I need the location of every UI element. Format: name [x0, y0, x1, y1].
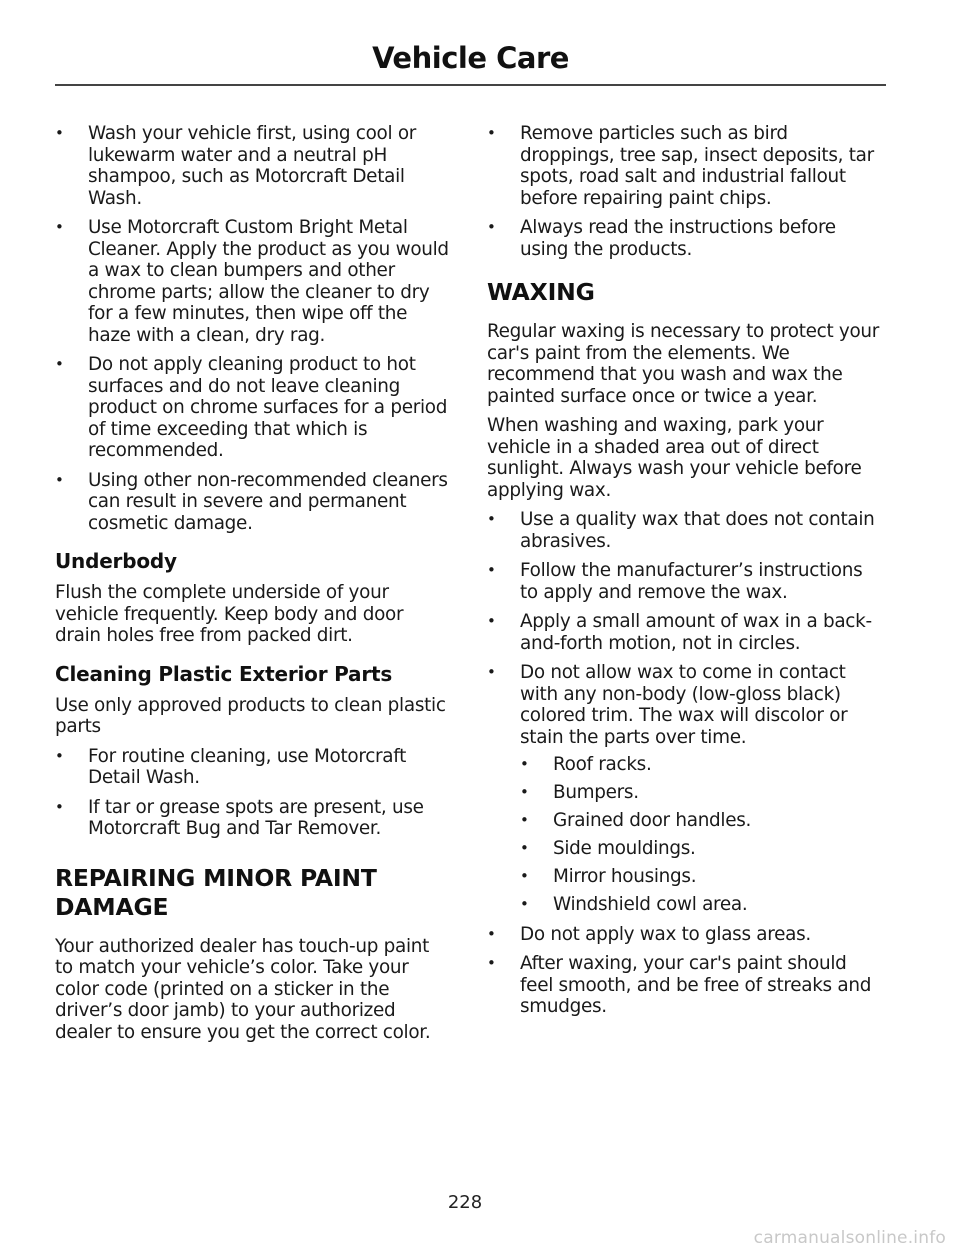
page-number: 228 [447, 1192, 483, 1213]
trim-parts-sublist [520, 754, 882, 916]
list-item: • Using other non-recommended cleaners can result in severe and permanent cosmetic damage. [55, 470, 450, 535]
waxing-para-1: Regular waxing is necessary to protect your car's paint from the elements. We recommend that you wash and wax the painted surface once or twice a year. [487, 321, 880, 407]
page-header [55, 30, 886, 86]
list-item: • Follow the manufacturer’s instructions to apply and remove the wax. [487, 560, 882, 603]
list-item: • After waxing, your car's paint should feel smooth, and be free of streaks and smudges. [487, 953, 882, 1018]
underbody-text: Flush the complete underside of your vehicle frequently. Keep body and door drain holes free from packed dirt. [55, 582, 404, 646]
list-item: • If tar or grease spots are present, use Motorcraft Bug and Tar Remover. [55, 797, 450, 840]
header-divider [55, 84, 886, 86]
repair-paint-heading [55, 864, 450, 922]
sub-list-item: • Mirror housings. [520, 866, 882, 888]
list-item-text: Do not allow wax to come in contact with any non-body (low-gloss black) colored trim. The wax will discolor or stain the parts over time. [520, 662, 848, 748]
list-item: • Use Motorcraft Custom Bright Metal Cleaner. Apply the product as you would a wax to clean bumpers and other chrome parts; allow the cleaner to dry for a few minutes, then wipe off the haze with a clean, dry rag. [55, 217, 450, 346]
sub-list-item: • Side mouldings. [520, 838, 882, 860]
list-item: • Wash your vehicle first, using cool or lukewarm water and a neutral pH shampoo, such as Motorcraft Detail Wash. [55, 123, 450, 209]
list-item: • Do not apply cleaning product to hot surfaces and do not leave cleaning product on chrome surfaces for a period of time exceeding that which is recommended. [55, 354, 450, 462]
repair-paint-text: Your authorized dealer has touch-up paint to match your vehicle’s color. Take your color code (printed on a sticker in the driver’s door jamb) to your authorized dealer to ensure you get the correct color. [55, 935, 431, 1043]
list-item [487, 662, 882, 916]
list-item: • Use a quality wax that does not contain abrasives. [487, 509, 882, 552]
list-item: • Apply a small amount of wax in a back-and-forth motion, not in circles. [487, 611, 882, 654]
sub-list-item: • Grained door handles. [520, 810, 882, 832]
underbody-heading: Underbody [55, 549, 177, 573]
plastic-parts-text: Use only approved products to clean plastic parts [55, 694, 446, 737]
right-column [487, 123, 882, 1026]
sub-list-item: • Roof racks. [520, 754, 882, 776]
sub-list-item: • Bumpers. [520, 782, 882, 804]
section-title: Vehicle Care [372, 41, 569, 75]
sub-list-item: • Windshield cowl area. [520, 894, 882, 916]
waxing-para-2: When washing and waxing, park your vehicle in a shaded area out of direct sunlight. Always wash your vehicle before applying wax. [487, 415, 862, 501]
list-item: • Do not apply wax to glass areas. [487, 924, 882, 946]
watermark-text: carmanualsonline.info [753, 1228, 946, 1248]
list-item: • For routine cleaning, use Motorcraft Detail Wash. [55, 746, 450, 789]
list-item: • Remove particles such as bird droppings, tree sap, insect deposits, tar spots, road salt and industrial fallout before repairing paint chips. [487, 123, 882, 209]
waxing-heading: WAXING [487, 278, 595, 306]
chrome-cleaning-list [55, 123, 450, 534]
repair-heading-line1: REPAIRING MINOR PAINT [55, 863, 377, 892]
left-column [55, 123, 450, 1051]
paint-prep-list [487, 123, 882, 260]
plastic-parts-list [55, 746, 450, 840]
plastic-parts-heading: Cleaning Plastic Exterior Parts [55, 661, 393, 686]
repair-heading-line2: DAMAGE [55, 892, 169, 921]
waxing-list [487, 509, 882, 1018]
list-item: • Always read the instructions before using the products. [487, 217, 882, 260]
